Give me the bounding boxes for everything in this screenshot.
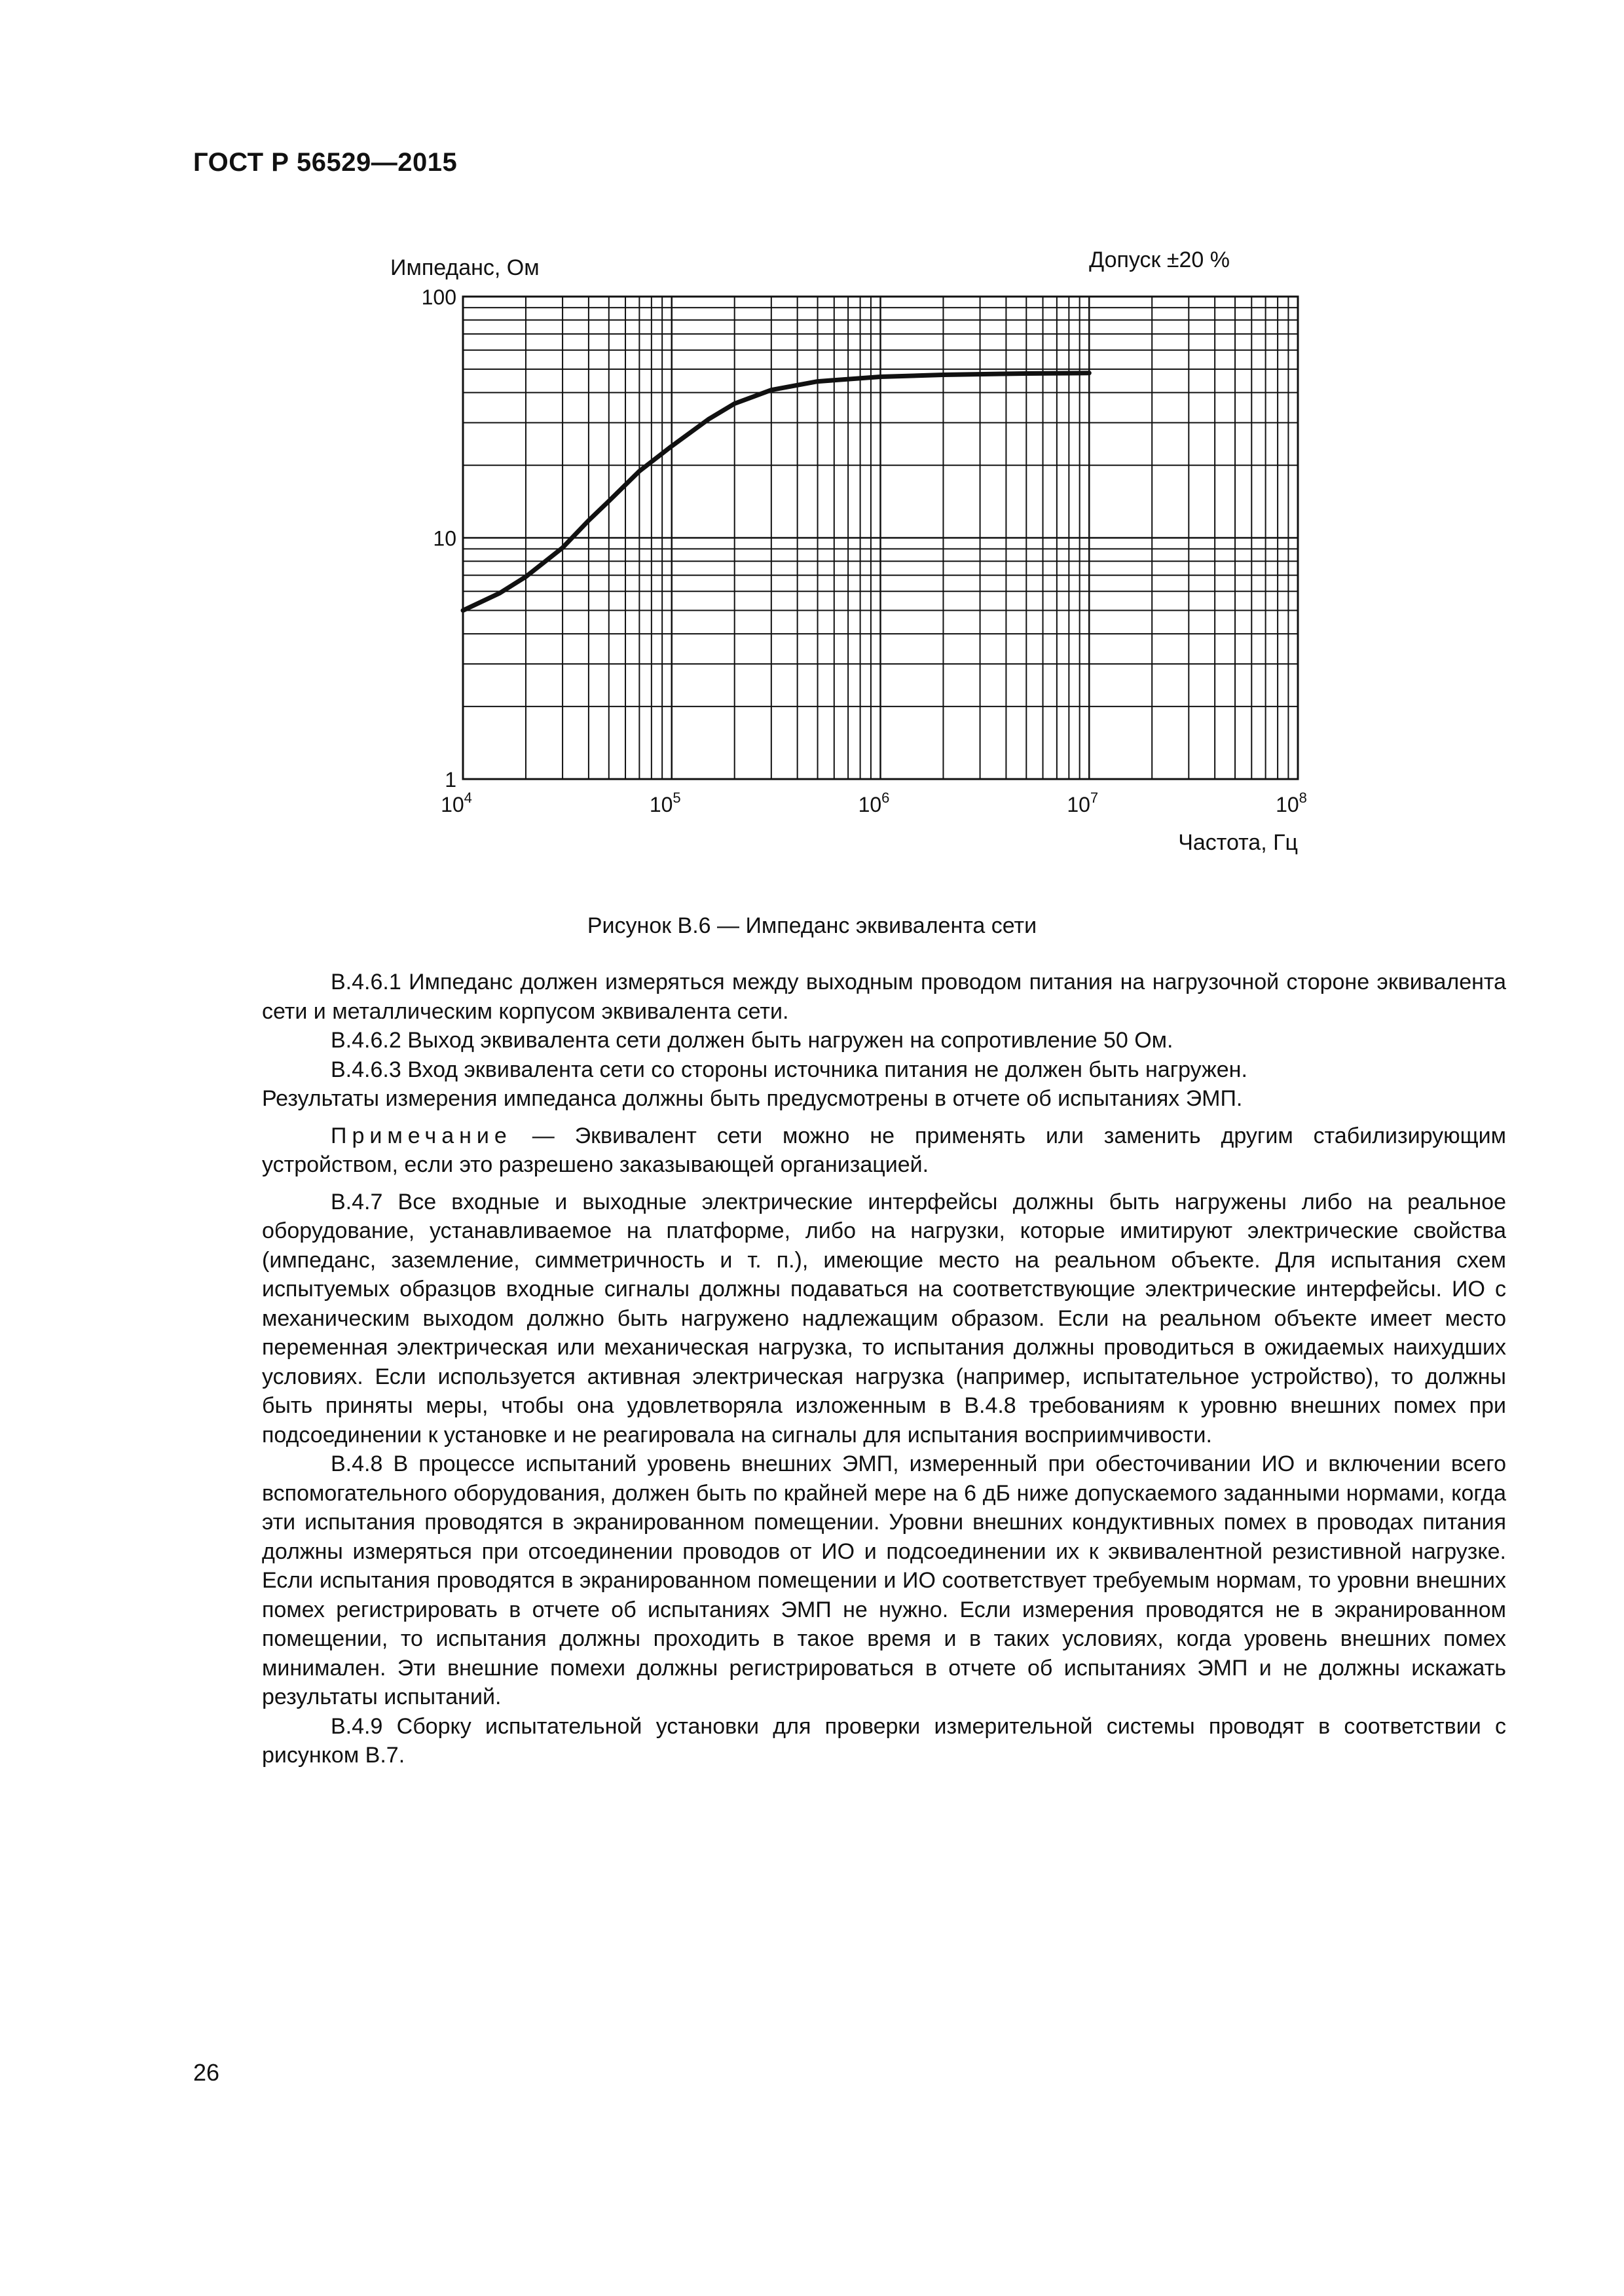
- x-axis-label: Частота, Гц: [1178, 830, 1298, 855]
- y-tick-label: 100: [421, 285, 456, 309]
- chart-canvas: [367, 242, 1336, 884]
- paragraph-b48: В.4.8 В процессе испытаний уровень внешних ЭМП, измеренный при обесточивании ИО и включении всего вспомогательного оборудования, должен быть по крайней мере на 6 дБ ниже допускаемого заданными нормами, когда эти испытания проводятся в экранированном помещении. Уровни внешних кондуктивных помех в проводах питания должны измеряться при отсоединении проводов от ИО и подсоединении их к эквивалентной резистивной нагрузке. Если испытания проводятся в экранированном помещении и ИО соответствует требуемым нормам, то уровни внешних помех регистрировать в отчете об испытаниях ЭМП не нужно. Если измерения проводятся не в экранированном помещении, то испытания должны проходить в такое время и в таких условиях, когда уровень внешних помех минимален. Эти внешние помехи должны регистрироваться в отчете об испытаниях ЭМП и не должны искажать результаты испытаний.: [262, 1451, 1506, 1709]
- note-text: — Эквивалент сети можно не применять или заменить другим стабилизирующим устройством, если это разрешено заказывающей организацией.: [262, 1123, 1506, 1177]
- body-text: [262, 968, 1506, 1770]
- note-label: Примечание: [331, 1123, 512, 1148]
- impedance-chart: [367, 242, 1336, 884]
- paragraph-b461: В.4.6.1 Импеданс должен измеряться между выходным проводом питания на нагрузочной стороне эквивалента сети и металлическим корпусом эквивалента сети.: [262, 970, 1506, 1024]
- tolerance-annotation: Допуск ±20 %: [1089, 247, 1230, 272]
- paragraph-b49: В.4.9 Сборку испытательной установки для проверки измерительной системы проводят в соответствии с рисунком В.7.: [262, 1713, 1506, 1768]
- y-tick-label: 1: [445, 768, 456, 792]
- figure-caption: Рисунок В.6 — Импеданс эквивалента сети: [587, 913, 1037, 938]
- paragraph-b47: В.4.7 Все входные и выходные электрические интерфейсы должны быть нагружены либо на реальное оборудование, устанавливаемое на платформе, либо на нагрузки, которые имитируют электрические свойства (импеданс, заземление, симметричность и т. п.), имеющие место на реальном объекте. Для испытания схем испытуемых образцов входные сигналы должны подаваться на соответствующие электрические интерфейсы. ИО с механическим выходом должно быть нагружено надлежащим образом. Если на реальном объекте имеет место переменная электрическая или механическая нагрузка, то испытания должны проводиться в ожидаемых наихудших условиях. Если используется активная электрическая нагрузка (например, испытательное устройство), то должны быть приняты меры, чтобы она удовлетворяла изложенным в В.4.8 требованиям к уровню внешних помех при подсоединении к установке и не реагировала на сигналы для испытания восприимчивости.: [262, 1189, 1506, 1448]
- paragraph-results: Результаты измерения импеданса должны быть предусмотрены в отчете об испытаниях ЭМП.: [262, 1086, 1243, 1111]
- paragraph-b462: В.4.6.2 Выход эквивалента сети должен быть нагружен на сопротивление 50 Ом.: [331, 1028, 1173, 1053]
- note: [262, 1121, 1506, 1180]
- x-tick-label: $10^7$: [1067, 790, 1099, 816]
- x-tick-label: $10^8$: [1276, 790, 1307, 816]
- paragraph-b463: В.4.6.3 Вход эквивалента сети со стороны источника питания не должен быть нагружен.: [331, 1057, 1247, 1082]
- y-tick-label: 10: [433, 526, 456, 551]
- page-number: 26: [193, 2059, 220, 2086]
- document-header: ГОСТ Р 56529—2015: [193, 148, 458, 177]
- chart-grid: [463, 297, 1298, 779]
- x-tick-label: $10^4$: [441, 790, 472, 816]
- y-axis-label: Импеданс, Ом: [390, 255, 540, 280]
- x-tick-label: $10^5$: [649, 790, 681, 816]
- x-tick-label: $10^6$: [858, 790, 890, 816]
